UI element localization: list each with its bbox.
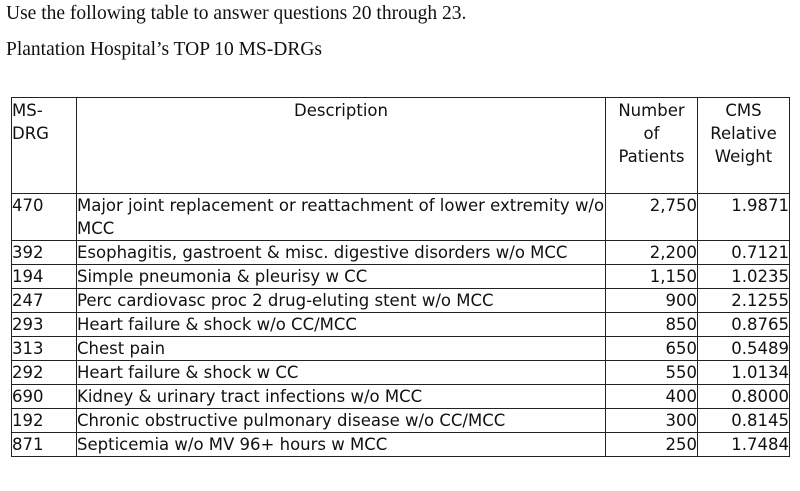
patients-cell: 650 <box>606 337 698 361</box>
drg-code-cell: 194 <box>12 265 77 289</box>
table-row <box>12 409 790 433</box>
header-weight-line-3: Weight <box>714 147 773 166</box>
weight-cell: 1.7484 <box>698 433 790 457</box>
drg-code-cell: 293 <box>12 313 77 337</box>
description-cell: Septicemia w/o MV 96+ hours w MCC <box>77 433 606 457</box>
table-header-row <box>12 98 790 194</box>
description-cell: Chronic obstructive pulmonary disease w/o CC/MCC <box>77 409 606 433</box>
drg-code-cell: 470 <box>12 194 77 241</box>
header-ms-drg-line-2: DRG <box>12 124 49 143</box>
header-ms-drg <box>12 98 77 194</box>
header-cms-relative-weight <box>698 98 790 194</box>
patients-cell: 2,200 <box>606 241 698 265</box>
description-cell: Heart failure & shock w/o CC/MCC <box>77 313 606 337</box>
weight-cell: 0.5489 <box>698 337 790 361</box>
patients-cell: 550 <box>606 361 698 385</box>
table-row <box>12 289 790 313</box>
description-cell: Chest pain <box>77 337 606 361</box>
description-cell: Simple pneumonia & pleurisy w CC <box>77 265 606 289</box>
patients-cell: 850 <box>606 313 698 337</box>
instructions-text: Use the following table to answer questions 20 through 23. <box>6 3 467 24</box>
drg-code-cell: 192 <box>12 409 77 433</box>
weight-cell: 0.8000 <box>698 385 790 409</box>
drg-code-cell: 313 <box>12 337 77 361</box>
header-number-of-patients <box>606 98 698 194</box>
weight-cell: 1.0235 <box>698 265 790 289</box>
table-row <box>12 337 790 361</box>
header-weight-line-2: Relative <box>710 124 777 143</box>
patients-cell: 1,150 <box>606 265 698 289</box>
description-cell: Heart failure & shock w CC <box>77 361 606 385</box>
description-cell: Kidney & urinary tract infections w/o MCC <box>77 385 606 409</box>
weight-cell: 1.9871 <box>698 194 790 241</box>
table-row <box>12 385 790 409</box>
header-patients-line-2: of <box>643 124 660 143</box>
weight-cell: 0.7121 <box>698 241 790 265</box>
table-row <box>12 313 790 337</box>
drg-code-cell: 247 <box>12 289 77 313</box>
patients-cell: 400 <box>606 385 698 409</box>
weight-cell: 2.1255 <box>698 289 790 313</box>
header-description <box>77 98 606 194</box>
drg-code-cell: 871 <box>12 433 77 457</box>
table-row <box>12 265 790 289</box>
weight-cell: 0.8145 <box>698 409 790 433</box>
drg-code-cell: 392 <box>12 241 77 265</box>
patients-cell: 900 <box>606 289 698 313</box>
patients-cell: 2,750 <box>606 194 698 241</box>
weight-cell: 1.0134 <box>698 361 790 385</box>
description-cell: Perc cardiovasc proc 2 drug-eluting stent w/o MCC <box>77 289 606 313</box>
patients-cell: 250 <box>606 433 698 457</box>
patients-cell: 300 <box>606 409 698 433</box>
weight-cell: 0.8765 <box>698 313 790 337</box>
drg-code-cell: 292 <box>12 361 77 385</box>
description-cell: Major joint replacement or reattachment of lower extremity w/o MCC <box>77 194 606 241</box>
header-patients-line-1: Number <box>618 101 685 120</box>
table-row <box>12 361 790 385</box>
table-title: Plantation Hospital’s TOP 10 MS-DRGs <box>6 39 323 60</box>
table-row <box>12 194 790 241</box>
header-patients-line-3: Patients <box>618 147 685 166</box>
header-description-label: Description <box>294 101 388 120</box>
description-cell: Esophagitis, gastroent & misc. digestive disorders w/o MCC <box>77 241 606 265</box>
table-row <box>12 241 790 265</box>
header-weight-line-1: CMS <box>725 101 762 120</box>
drg-code-cell: 690 <box>12 385 77 409</box>
ms-drg-table <box>11 97 790 457</box>
header-ms-drg-line-1: MS- <box>12 101 43 120</box>
table-row <box>12 433 790 457</box>
